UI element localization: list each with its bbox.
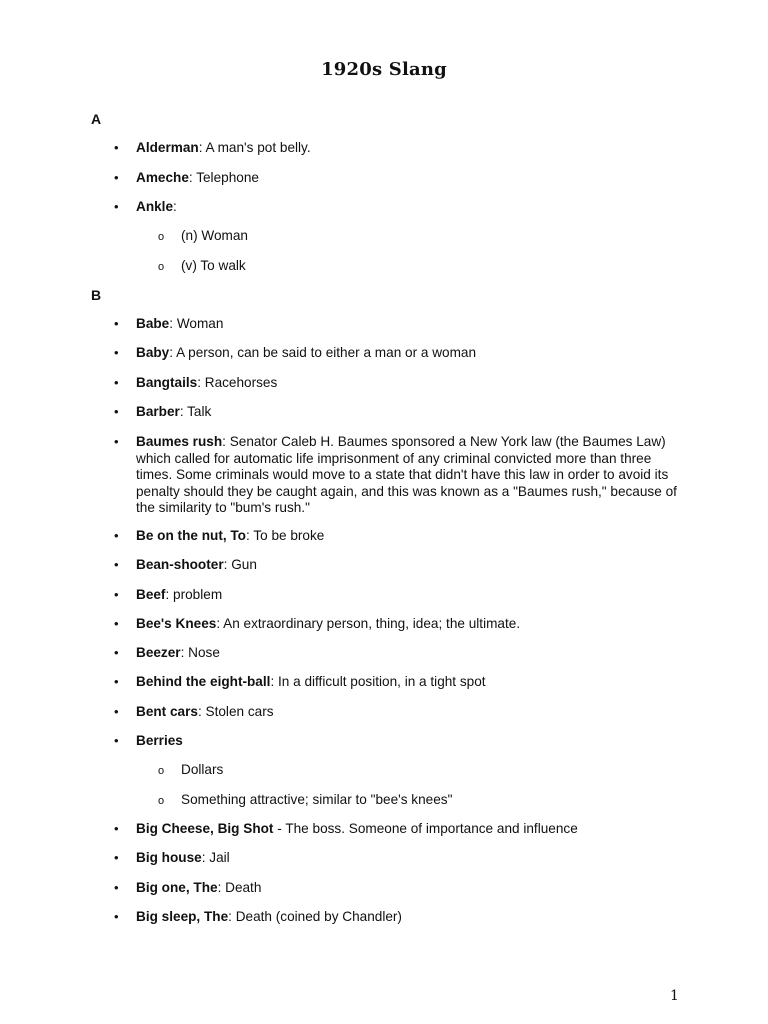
entry-term: Be on the nut, To — [136, 528, 246, 543]
entry-bent-cars — [114, 704, 682, 721]
entry-ameche — [114, 170, 682, 187]
entry-alderman — [114, 140, 682, 157]
sub-bullet-icon: o — [158, 231, 165, 243]
bullet-icon: • — [114, 434, 119, 449]
entry-definition: Racehorses — [204, 375, 278, 390]
entry-separator: : — [165, 587, 174, 602]
page-number: 1 — [670, 988, 679, 1004]
entry-babe — [114, 316, 682, 333]
sub-bullet-icon: o — [158, 795, 165, 807]
entry-bean-shooter — [114, 557, 682, 574]
bullet-icon: • — [114, 674, 119, 689]
entry-separator: - — [273, 821, 286, 836]
entry-definition: Talk — [187, 404, 212, 419]
entry-bees-knees — [114, 616, 682, 633]
entry-definition: The boss. Someone of importance and influence — [285, 821, 578, 836]
entry-big-cheese — [114, 821, 682, 838]
bullet-icon: • — [114, 170, 119, 185]
entry-baby — [114, 345, 682, 362]
entry-separator: : — [201, 850, 210, 865]
page-title: 1920s Slang — [321, 59, 447, 80]
bullet-icon: • — [114, 404, 119, 419]
entry-term: Bee's Knees — [136, 616, 217, 631]
bullet-icon: • — [114, 345, 119, 360]
entry-separator: : — [270, 674, 278, 689]
entry-separator: : — [222, 434, 230, 449]
bullet-icon: • — [114, 375, 119, 390]
entry-term: Behind the eight-ball — [136, 674, 271, 689]
entry-term: Beezer — [136, 645, 181, 660]
bullet-icon: • — [114, 528, 119, 543]
bullet-icon: • — [114, 140, 119, 155]
entry-definition: Death (coined by Chandler) — [235, 909, 402, 924]
entry-definition: An extraordinary person, thing, idea; the ultimate. — [223, 616, 521, 631]
entry-term: Berries — [136, 733, 183, 748]
sub-entry-ankle-verb — [158, 258, 246, 275]
entry-separator: : — [169, 316, 177, 331]
entry-behind-the-eight-ball — [114, 674, 682, 691]
entry-baumes-rush — [114, 434, 682, 517]
entry-separator: : — [197, 704, 206, 719]
entry-term: Ankle — [136, 199, 174, 214]
entry-definition: Nose — [188, 645, 220, 660]
bullet-icon: • — [114, 704, 119, 719]
entry-separator: : — [179, 404, 188, 419]
bullet-icon: • — [114, 909, 119, 924]
bullet-icon: • — [114, 880, 119, 895]
section-heading-b: B — [91, 287, 102, 303]
entry-separator: : — [169, 345, 177, 360]
sub-bullet-icon: o — [158, 261, 165, 273]
sub-entry-text: (n) Woman — [181, 228, 248, 243]
entry-separator: : — [216, 616, 224, 631]
section-heading-a: A — [91, 111, 102, 127]
entry-definition: Jail — [209, 850, 230, 865]
entry-term: Big sleep, The — [136, 909, 229, 924]
entry-term: Alderman — [136, 140, 199, 155]
entry-term: Baumes rush — [136, 434, 223, 449]
sub-entry-text: (v) To walk — [181, 258, 246, 273]
entry-separator: : — [173, 199, 177, 214]
bullet-icon: • — [114, 587, 119, 602]
entry-separator: : — [223, 557, 232, 572]
entry-definition: A man's pot belly. — [205, 140, 311, 155]
sub-entry-ankle-noun — [158, 228, 248, 245]
entry-separator: : — [198, 140, 206, 155]
entry-definition: To be broke — [253, 528, 325, 543]
entry-separator: : — [217, 880, 226, 895]
entry-term: Beef — [136, 587, 166, 602]
entry-term: Big house — [136, 850, 202, 865]
entry-term: Big Cheese, Big Shot — [136, 821, 274, 836]
entry-beezer — [114, 645, 682, 662]
entry-term: Bangtails — [136, 375, 198, 390]
entry-big-sleep — [114, 909, 682, 926]
bullet-icon: • — [114, 616, 119, 631]
entry-definition: In a difficult position, in a tight spot — [278, 674, 486, 689]
entry-definition: Telephone — [196, 170, 259, 185]
entry-big-house — [114, 850, 682, 867]
entry-berries — [114, 733, 682, 750]
sub-entry-berries-dollars — [158, 762, 224, 779]
entry-definition: Stolen cars — [205, 704, 274, 719]
entry-definition: Gun — [231, 557, 257, 572]
sub-bullet-icon: o — [158, 765, 165, 777]
sub-entry-berries-attractive — [158, 792, 453, 809]
entry-term: Barber — [136, 404, 180, 419]
entry-definition: Woman — [176, 316, 224, 331]
entry-definition: problem — [173, 587, 223, 602]
entry-separator: : — [197, 375, 205, 390]
entry-term: Bean-shooter — [136, 557, 224, 572]
entry-definition: Senator Caleb H. Baumes sponsored a New York law (the Baumes Law) which called for automatic life imprisonment of any criminal convicted more than three times. Some criminals would move to a state that didn't have this law in order to avoid its penalty should they be caught again, and this was known as a "Baumes rush," because of the similarity to "bum's rush." — [136, 434, 677, 515]
bullet-icon: • — [114, 645, 119, 660]
entry-definition: A person, can be said to either a man or a woman — [176, 345, 477, 360]
entry-definition: Death — [225, 880, 262, 895]
entry-big-one — [114, 880, 682, 897]
bullet-icon: • — [114, 316, 119, 331]
entry-term: Babe — [136, 316, 170, 331]
bullet-icon: • — [114, 733, 119, 748]
entry-be-on-the-nut — [114, 528, 682, 545]
bullet-icon: • — [114, 199, 119, 214]
entry-term: Baby — [136, 345, 170, 360]
entry-separator: : — [246, 528, 254, 543]
entry-term: Big one, The — [136, 880, 218, 895]
entry-ankle — [114, 199, 682, 216]
entry-separator: : — [188, 170, 197, 185]
entry-separator: : — [228, 909, 236, 924]
entry-separator: : — [180, 645, 189, 660]
entry-term: Bent cars — [136, 704, 198, 719]
bullet-icon: • — [114, 850, 119, 865]
entry-bangtails — [114, 375, 682, 392]
entry-term: Ameche — [136, 170, 189, 185]
bullet-icon: • — [114, 557, 119, 572]
sub-entry-text: Something attractive; similar to "bee's knees" — [181, 792, 453, 807]
entry-beef — [114, 587, 682, 604]
sub-entry-text: Dollars — [181, 762, 224, 777]
bullet-icon: • — [114, 821, 119, 836]
entry-barber — [114, 404, 682, 421]
